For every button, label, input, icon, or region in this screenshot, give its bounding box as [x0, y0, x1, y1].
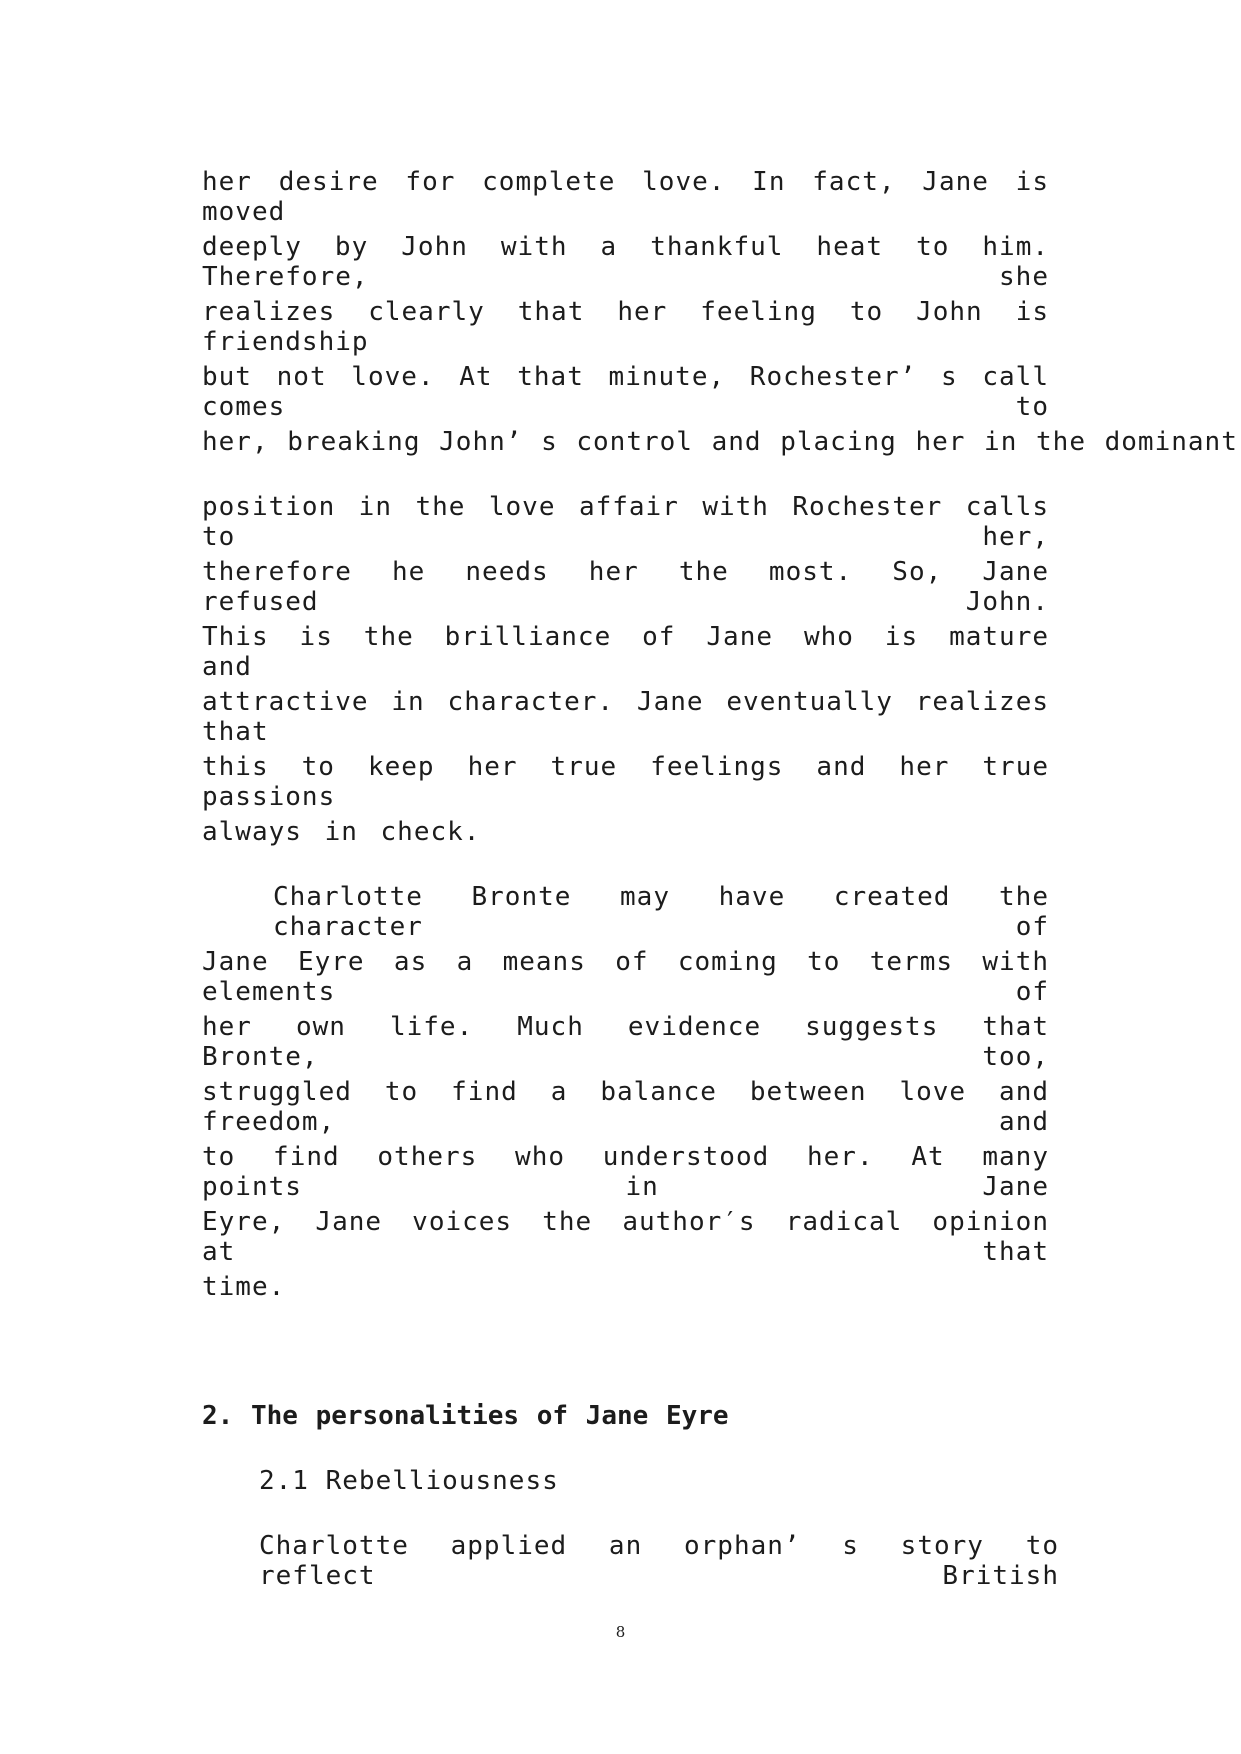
paragraph-2-line-2: Jane Eyre as a means of coming to terms with elements of — [202, 947, 1049, 1007]
paragraph-1-line-9: attractive in character. Jane eventually realizes that — [202, 687, 1049, 747]
paragraph-1-line-6: position in the love affair with Rochester calls to her, — [202, 492, 1049, 552]
paragraph-2-line-4: struggled to find a balance between love and freedom, and — [202, 1077, 1049, 1137]
paragraph-1-line-3: realizes clearly that her feeling to John is friendship — [202, 297, 1049, 357]
paragraph-2-line-6: Eyre, Jane voices the author′s radical opinion at that — [202, 1207, 1049, 1267]
paragraph-1-line-5: her, breaking John’ s control and placing her in the dominant — [202, 427, 1238, 457]
paragraph-1-line-11: always in check. — [202, 817, 481, 847]
paragraph-1-line-4: but not love. At that minute, Rochester’ s call comes to — [202, 362, 1049, 422]
page-number: 8 — [615, 1623, 626, 1641]
paragraph-1-line-1: her desire for complete love. In fact, Jane is moved — [202, 167, 1049, 227]
paragraph-1-line-2: deeply by John with a thankful heat to him. Therefore, she — [202, 232, 1049, 292]
paragraph-3-line-1: Charlotte applied an orphan’ s story to reflect British — [259, 1531, 1059, 1591]
section-heading: 2. The personalities of Jane Eyre — [202, 1401, 729, 1431]
paragraph-1-line-10: this to keep her true feelings and her true passions — [202, 752, 1049, 812]
subsection-heading: 2.1 Rebelliousness — [259, 1466, 559, 1496]
paragraph-2-line-3: her own life. Much evidence suggests that Bronte, too, — [202, 1012, 1049, 1072]
paragraph-2-line-5: to find others who understood her. At many points in Jane — [202, 1142, 1049, 1202]
paragraph-1-line-7: therefore he needs her the most. So, Jane refused John. — [202, 557, 1049, 617]
paragraph-2-line-1: Charlotte Bronte may have created the character of — [273, 882, 1049, 942]
paragraph-2-line-7: time. — [202, 1272, 286, 1302]
paragraph-1-line-8: This is the brilliance of Jane who is mature and — [202, 622, 1049, 682]
